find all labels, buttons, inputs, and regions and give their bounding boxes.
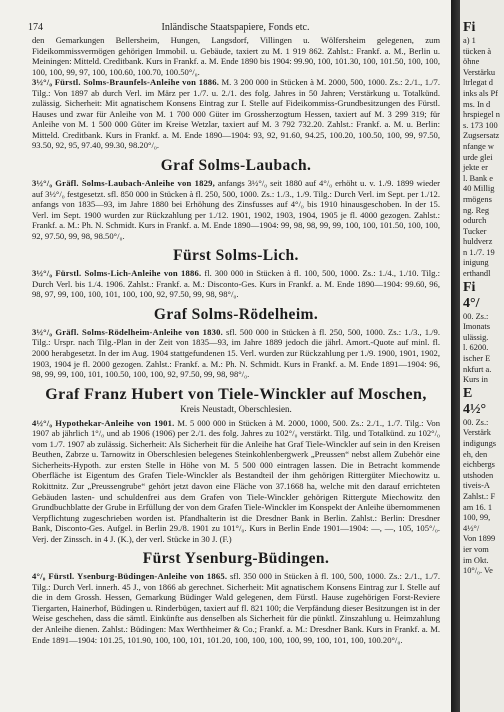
adjacent-page-line: odurch <box>463 216 487 226</box>
adjacent-page-line: hrspiegel n <box>463 110 500 120</box>
loan-name: 4°/₀ Fürstl. Ysenburg-Büdingen-Anleihe von 1865. <box>32 571 228 582</box>
section-title: Graf Solms-Rödelheim. <box>153 305 319 323</box>
loan-body: fl. 300 000 in Stücken à fl. 100, 500, 1000. Zs.: 1./4., 1./10. Tilg.: Durch Verl. bis 1./4. 1906. Zahlst.: Frankf. a. M.: Disconto-Ges. Kurs in Frankf. a. M. Ende 1890—1904: 99.60, 96, 98, 97, 99, 100, 100, 101, 100, 100, 92, 97.50, 99, 98, 98°/₀. <box>32 268 440 300</box>
loan-entry <box>32 418 440 545</box>
book-gutter <box>451 0 460 712</box>
adjacent-page-line: tücken à <box>463 46 492 56</box>
adjacent-page-edge <box>460 0 504 712</box>
loan-name: 3½°/₀ Fürstl. Solms-Braunfels-Anleihe von 1886. <box>32 77 220 88</box>
adjacent-page-line: 4°/ <box>463 295 480 311</box>
adjacent-page-line: 100, 99, <box>463 513 491 523</box>
adjacent-page-line: ms. In d <box>463 99 491 109</box>
loan-body: sfl. 350 000 in Stücken à fl. 100, 500, 1000. Zs.: 2./1., 1./7. Tilg.: Durch Verl. innerh. 45 J., von 1866 ab gerechnet. Sicherheit: Mit agnatischem Konsens Eintrag zur I. Stelle auf die in dem Grossh. Hessen, Gemarkung Büdinger Wald gelegenen, dem Fürstl. Hause zugehörigen Forst-Reviere Tiergarten, Hainerhof, Büdingen u. Rinderbügen, taxiert auf fl. 821 100; die Verpfändung dieser Besitzungen ist in der Weise geschehen, dass die sämtl. Einkünfte aus denselben als Sicherheit für die pünktl. Zinszahlung u. Heimzahlung der Anleihe dienen. Zahlst.: Büdingen: Max Werthheimer & Co.; Frankf. a. M.: Dresdner Bank. Kurs in Frankf. a. M. Ende 1891—1904: 101.25, 101.90, 100, 100, 101, 101.20, 100, 100, 100, 100, 99, 100, 101, 100, 100.20°/₀. <box>32 571 440 645</box>
loan-name: 4½°/₀ Hypothekar-Anleihe von 1901. <box>32 417 175 428</box>
adjacent-page-line: utshoden <box>463 470 494 480</box>
adjacent-page-line: l. 6200. <box>463 343 489 353</box>
adjacent-page-line: inigung <box>463 258 489 268</box>
loan-body: M. 5 000 000 in Stücken à M. 2000, 1000, 500. Zs.: 2./1., 1./7. Tilg.: Von 1907 ab jährlich 1°/₀ und ab 1906 (1906) per 2./1. des folg. Jahres zu 102°/₀ verstärkt. Tilg. und Totalkünd. zu 102°/₀ vom 1./7. 1907 ab zulässig. Sicherheit: Als Sicherheit für die Anleihe hat Graf Tiele-Winckler auf sein in den Kreisen Beuthen, Zabrze u. Tarnowitz in Oberschlesien belegenes Steinkohlenbergwerk „Preussen“ nebst allem Zubehör eine Sicherheits-Hypoth. zur ersten Stelle in Höhe von M. 5 500 000 eintragen lassen. Die in Betracht kommende Oberfläche ist Eigentum des Grafen Tiele-Winckler als Bestandteil der ihm gehörigen Rittergüter Miechowitz u. Rokittnitz. Zur „Preussengrube“ gehört jetzt davon eine Fläche von 37.1668 ha, welche mit den darauf errichteten Gebäuden lasten- und schuldenfrei aus dem Grafen von Tiele-Winckler gehörigen Rittergute Miechowitz den Grundbuchblatte der Grube in Erfüllung der von dem Grafen Tiele-Winckler im Konspekt der Anleihe übernommenen Verpflichtung zugeschrieben worden ist. Pfandhalterin ist die Dresdner Bank in Berlin. Zahlst.: Berlin: Dresdner Bank, Disconto-Ges. Aufgel. in Berlin 29./8. 1901 zu 101°/₀. Kurs in Berlin Ende 1901—1904: —, —, 105, 105°/₀. Verj. der Zinssch. in 4 J. (K.), der verl. Stücke in 30 J. (F.) <box>32 417 440 544</box>
loan-name: 3½°/₀ Gräfl. Solms-Laubach-Anleihe von 1829, <box>32 178 215 189</box>
loan-entry <box>32 327 440 380</box>
adjacent-page-line: erthandl <box>463 269 491 279</box>
adjacent-page-line: l. Bank e <box>463 173 494 183</box>
adjacent-page-line: am 16. 1 <box>463 502 493 512</box>
loan-body: M. 3 200 000 in Stücken à M. 2000, 500, 1000. Zs.: 2./1., 1./7. Tilg.: Von 1897 ab durch Verl. im März per 1./7. u. 2./1. des folg. Jahres in 50 Jahren; Verstärkung u. Totalkünd. zulässig. Sicherheit: Mit agnatischem Konsens Eintrag zur I. Stelle auf Fideikommiss-Grundbesitzungen des Fürstl. Hauses und zwar für Anleihe von M. 1 700 000 Güter im Grossherzogtum Hessen, taxiert auf M. 3 299 319; für Anleihe von M. 1 500 000 Güter im Kreise Wetzlar, taxiert auf M. 3 792 732.20. Zahlst.: Frankf. a. M. u. Berlin: Mitteld. Creditbank. Kurs in Frankf. a. M. Ende 1890—1904: 93, 92, 91.60, 94.25, 100.20, 100.50, 100, 99, 97.50, 93.50, 92, 95, 97.40, 99.30, 98.20°/₀. <box>32 77 440 151</box>
adjacent-page-line: Tucker <box>463 226 487 236</box>
adjacent-page-line: nkfurt a. <box>463 364 492 374</box>
section-title: Graf Solms-Laubach. <box>160 157 312 175</box>
adjacent-page-line: 40 Millig <box>463 184 495 194</box>
adjacent-page-line: ulässig. <box>463 332 489 342</box>
adjacent-page-line: ltrlegat d <box>463 78 493 88</box>
section-title: Fürst Ysenburg-Büdingen. <box>142 550 330 568</box>
adjacent-page-line: eichbergs <box>463 460 495 470</box>
adjacent-page-line: Zahlst.: F <box>463 491 496 501</box>
adjacent-page-line: im Okt. <box>463 555 489 565</box>
loan-body: anfangs 3½°/₀ seit 1880 auf 4°/₀ erhöht u. v. 1./9. 1899 wieder auf 3½°/₀ festgesetzt. sfl. 850 000 in Stücken à fl. 250, 500, 1000. Zs.: 1./3., 1./9. Tilg.: Durch Verl. im Sept. per 1./12. anfangs von 1835—93, im Jahre 1880 bei Erhöhung des Zinsfusses auf 4°/₀ bis 1910 hinausgeschoben. In der 15. Verl. im Sept. 1900 wurden zur Rückzahlung per 1./12. 1901, 1902, 1903, 1904, 1905 je fl. 4000 gezogen. Zahlst.: Frankf. a. M.: Ph. N. Schmidt. Kurs in Frankf. a. M. Ende 1890—1904: 99, 98, 98, 99, 99, 100, 100, 101.50, 100, 100, 92, 97.50, 99, 98, 98.50°/₀. <box>32 178 440 241</box>
adjacent-page-line: tiveis-A <box>463 481 490 491</box>
adjacent-page-line: nfange w <box>463 141 494 151</box>
adjacent-page-line: a) 1 <box>463 36 476 45</box>
intro-paragraph: den Gemarkungen Bellersheim, Hungen, Langsdorf, Villingen u. Wölfersheim gelegenen, zum Fideikommissvermögen gehörigen Immobil. u. Gebäude, taxiert zu M. 1 919 862. Zahlst.: Frankf. a. M., Berlin u. Meiningen: Mitteld. Creditbank. Kurs in Frankf. a. M. Ende 1890 bis 1904: 99.90, 100, 101.30, 100, 101.50, 100, 100, 100, 100, 99, 97, 100, 100.60, 100.70, 100.50°/₀. <box>32 35 440 77</box>
adjacent-page-line: inks als Pf <box>463 88 498 98</box>
page-content <box>32 35 440 645</box>
adjacent-page-line: ischer E <box>463 354 491 364</box>
adjacent-page-line: Verstärk <box>463 428 491 438</box>
loan-body: sfl. 500 000 in Stücken à fl. 250, 500, 1000. Zs.: 1./3., 1./9. Tilg.: Urspr. nach Tilg.-Plan in der Zeit von 1835—93, im Jahre 1889 jedoch die jährl. Amort.-Quote auf minl. fl. 2000 herabgesetzt. In der im Aug. 1904 stattgefundenen 15. Verl. wurden zur Rückzahlung per 1./9. 1900, 1901, 1902, 1903, 1904 je fl. 2000 gezogen. Zahlst.: Frankf. a. M.: Ph. N. Schmidt. Kurs in Frankf. a. M. Ende 1891—1904: 96, 98, 99, 99, 100, 101, 100.50, 100, 100, 92, 97.50, 99, 98, 98°/₀. <box>32 326 440 380</box>
adjacent-page-line: eh, den <box>463 449 488 459</box>
adjacent-page-line: n 1./7. 19 <box>463 247 495 257</box>
adjacent-page-line: ng. Reg <box>463 205 490 215</box>
adjacent-page-line: Zugsersatz <box>463 131 500 141</box>
loan-entry <box>32 571 440 645</box>
section-title: Graf Franz Hubert von Tiele-Winckler auf Moschen, <box>45 385 427 403</box>
page-number: 174 <box>28 22 43 33</box>
adjacent-page-line: huldverz <box>463 237 493 247</box>
adjacent-page-line: s. 173 100 <box>463 120 498 130</box>
adjacent-page-line: Imonats <box>463 322 490 332</box>
adjacent-page-line: ier vom <box>463 544 489 554</box>
adjacent-page-line: Fi <box>463 279 476 295</box>
running-head-title: Inländische Staatspapiere, Fonds etc. <box>161 22 310 33</box>
adjacent-page-line: öhne <box>463 57 480 67</box>
adjacent-page-line: 00. Zs.: <box>463 311 489 321</box>
adjacent-page-line: 10°/₀. Ve <box>463 566 493 576</box>
loan-entry <box>32 268 440 300</box>
adjacent-page-line: jekte er <box>463 163 488 173</box>
loan-entry <box>32 178 440 241</box>
loan-name: 3½°/₀ Fürstl. Solms-Lich-Anleihe von 1886. <box>32 268 202 279</box>
section-title: Fürst Solms-Lich. <box>173 247 299 265</box>
adjacent-page-line: Von 1899 <box>463 534 496 544</box>
adjacent-page-line: 4½° <box>463 401 487 417</box>
adjacent-page-line: 4½°/ <box>463 523 480 533</box>
section-subtitle: Kreis Neustadt, Oberschlesien. <box>180 403 292 414</box>
adjacent-page-line: rmögens <box>463 194 492 204</box>
adjacent-page-line: indigungs <box>463 439 497 448</box>
loan-name: 3½°/₀ Gräfl. Solms-Rödelheim-Anleihe von 1830. <box>32 326 223 337</box>
adjacent-page-line: E <box>463 385 473 401</box>
adjacent-page-line: Kurs in <box>463 375 488 385</box>
adjacent-page-line: 00. Zs.: <box>463 417 489 427</box>
adjacent-page-line: Fi <box>463 20 476 35</box>
running-header <box>28 22 443 34</box>
adjacent-page-line: urde glei <box>463 152 493 162</box>
adjacent-page-line: Verstärku <box>463 67 496 77</box>
loan-entry <box>32 77 440 151</box>
